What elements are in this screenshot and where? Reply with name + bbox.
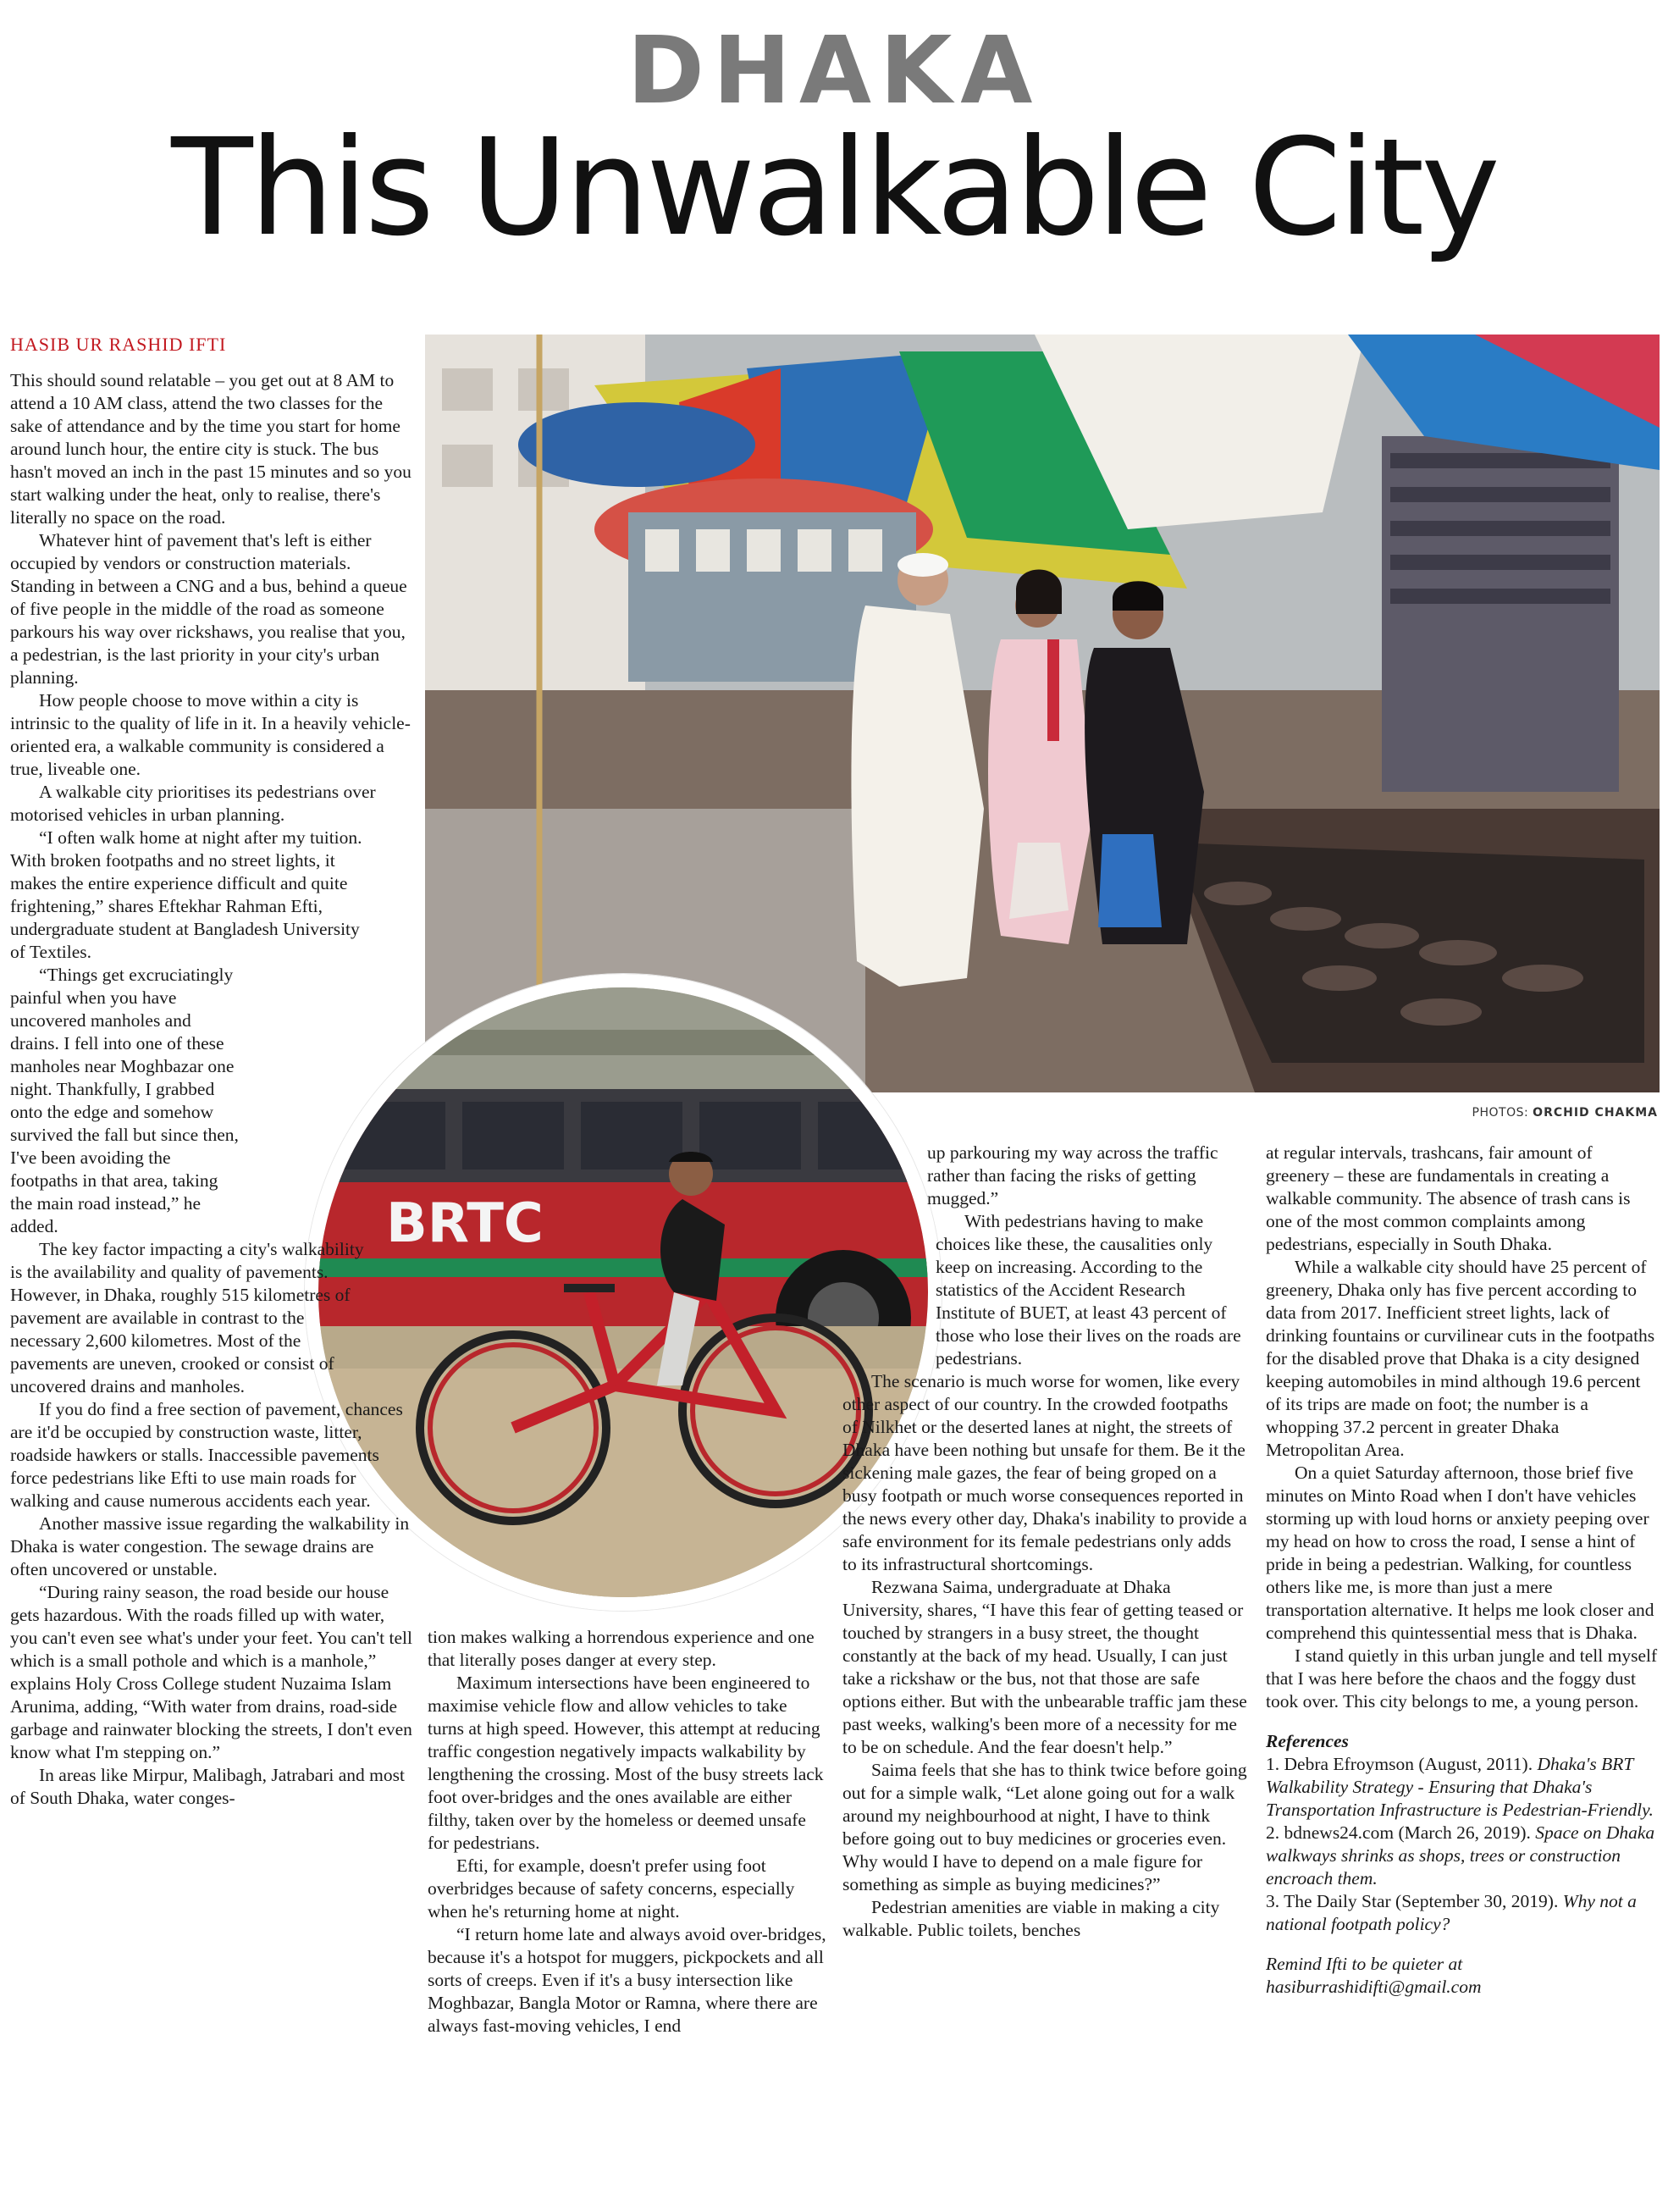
paragraph: up parkouring my way across the traffic rather than facing the risks of getting mugged.” bbox=[927, 1142, 1218, 1208]
paragraph: On a quiet Saturday afternoon, those brief five minutes on Minto Road when I don't have vehicles storming up with loud horns or anxiety peeping over my head on how to cross the road, I sense a hint of pride in being a pedestrian. Walking, for countless others like me, is more than just a mere transportation alternative. It helps me look closer and comprehend this quintessential mess that is Dhaka. bbox=[1266, 1463, 1654, 1643]
paragraph: at regular intervals, trashcans, fair amount of greenery – these are fundamentals in creating a walkable community. The absence of trash cans is one of the most common complaints among pedestrians, especially in South Dhaka. bbox=[1266, 1142, 1631, 1254]
paragraph: Whatever hint of pavement that's left is either occupied by vendors or construction materials. Standing in between a CNG and a bus, behind a queue of five people in the middle of the road as someone parkours his way over rickshaws, you realise that you, a pedestrian, is the last priority in your city's urban planning. bbox=[10, 530, 407, 688]
paragraph: If you do find a free section of pavement, chances are it'd be occupied by construction waste, litter, roadside hawkers or stalls. Inaccessible pavements force pedestrians like Efti to use main roads for walking and cause numerous accidents each year. bbox=[10, 1399, 403, 1511]
paragraph: tion makes walking a horrendous experience and one that literally poses danger at every step. bbox=[428, 1627, 815, 1670]
paragraph: Rezwana Saima, undergraduate at Dhaka University, shares, “I have this fear of getting teased or touched by strangers in a busy street, the thought constantly at the back of my head. Usually, I can just take a rickshaw or the bus, not that those are safe options either. But with the unbearable traffic jam these past weeks, walking's been more of a necessity for me to be on schedule. And the fear doesn't help.” bbox=[842, 1577, 1247, 1757]
bus-text: BRTC bbox=[386, 1192, 544, 1255]
article-column-3 bbox=[842, 1142, 1247, 2210]
photo-credit-label: PHOTOS: bbox=[1472, 1106, 1529, 1120]
paragraph: This should sound relatable – you get out at 8 AM to attend a 10 AM class, attend the two classes for the sake of attendance and by the time you start for home around lunch hour, the entire city is stuck. The bus hasn't moved an inch in the past 15 minutes and so you start walking under the heat, only to realise, there's literally no space on the road. bbox=[10, 370, 411, 528]
byline: HASIB UR RASHID IFTI bbox=[10, 334, 227, 355]
paragraph: The key factor impacting a city's walkability is the availability and quality of pavements. However, in Dhaka, roughly 515 kilometres of pavement are available in contrast to the necessary 2,600 kilometres. Most of the pavements are uneven, crooked or consist of uncovered drains and manholes. bbox=[10, 1239, 364, 1396]
reference-source: 3. The Daily Star (September 30, 2019). bbox=[1266, 1891, 1559, 1911]
paragraph: In areas like Mirpur, Malibagh, Jatrabari and most of South Dhaka, water conges- bbox=[10, 1765, 405, 1808]
section-kicker: DHAKA bbox=[627, 16, 1041, 124]
paragraph: Maximum intersections have been engineered to maximise vehicle flow and allow vehicles to take turns at high speed. However, this attempt at reducing traffic congestion negatively impacts walkability by lengthening the crossing. Most of the busy streets lack foot over-bridges and the ones available are either filthy, taken over by the homeless or deemed unsafe for pedestrians. bbox=[428, 1673, 824, 1853]
paragraph: Another massive issue regarding the walkability in Dhaka is water congestion. The sewage drains are often uncovered or unstable. bbox=[10, 1513, 410, 1579]
reference-item bbox=[1266, 1753, 1658, 1822]
paragraph: Pedestrian amenities are viable in making a city walkable. Public toilets, benches bbox=[842, 1897, 1220, 1940]
paragraph: While a walkable city should have 25 percent of greenery, Dhaka only has five percent according to data from 2017. Inefficient street lights, lack of drinking fountains or curvilinear cuts in the footpaths for the disabled prove that Dhaka is a city designed keeping automobiles in mind although 19.6 percent of its trips are made on foot; the number is a whopping 37.2 percent in greater Dhaka Metropolitan Area. bbox=[1266, 1257, 1655, 1460]
paragraph: “During rainy season, the road beside our house gets hazardous. With the roads filled up with water, you can't even see what's under your feet. You can't tell which is a small pothole and which is a manhole,” explains Holy Cross College student Nuzaima Islam Arunima, adding, “With water from drains, road-side garbage and rainwater blocking the streets, I don't even know what I'm stepping on.” bbox=[10, 1582, 412, 1762]
reference-source: 2. bdnews24.com (March 26, 2019). bbox=[1266, 1822, 1531, 1843]
article-column-1 bbox=[10, 369, 415, 2207]
reference-title: Dhaka's BRT Walkability Strategy - Ensuring that Dhaka's Transportation Infrastructure is Pedestrian-Friendly. bbox=[1266, 1754, 1654, 1820]
reference-item bbox=[1266, 1890, 1658, 1936]
reference-title: Why not a national footpath policy? bbox=[1266, 1891, 1637, 1934]
headline: This Unwalkable City bbox=[171, 110, 1497, 266]
article-column-4 bbox=[1266, 1142, 1658, 2210]
photo-credit-name: ORCHID CHAKMA bbox=[1533, 1106, 1658, 1120]
paragraph: Efti, for example, doesn't prefer using foot overbridges because of safety concerns, especially when he's returning home at night. bbox=[428, 1855, 795, 1922]
photo-credit bbox=[1472, 1106, 1658, 1120]
paragraph: “I often walk home at night after my tuition. With broken footpaths and no street lights, it makes the entire experience difficult and quite frightening,” shares Eftekhar Rahman Efti, undergraduate student at Bangladesh University of Textiles. bbox=[10, 827, 362, 962]
paragraph: Saima feels that she has to think twice before going out for a simple walk, “Let alone going out for a walk around my neighbourhood at night, I have to think before going out to buy medicines or groceries even. Why would I have to depend on a male figure for something as simple as buying medicines?” bbox=[842, 1760, 1247, 1894]
reference-item bbox=[1266, 1822, 1658, 1890]
reference-title: Space on Dhaka walkways shrinks as shops, trees or construction encroach them. bbox=[1266, 1822, 1655, 1888]
paragraph: The scenario is much worse for women, like every other aspect of our country. In the crowded footpaths of Nilkhet or the deserted lanes at night, the streets of Dhaka have been nothing but unsafe for them. Be it the sickening male gazes, the fear of being groped on a busy footpath or much worse consequences reported in the news every other day, Dhaka's inability to provide a safe environment for its female pedestrians only adds to its infrastructural shortcomings. bbox=[842, 1371, 1247, 1574]
paragraph: How people choose to move within a city is intrinsic to the quality of life in it. In a heavily vehicle-oriented era, a walkable community is considered a true, liveable one. bbox=[10, 690, 411, 779]
article-column-2 bbox=[428, 1626, 827, 2210]
references-heading: References bbox=[1266, 1731, 1349, 1751]
paragraph: With pedestrians having to make choices like these, the causalities only keep on increasing. According to the statistics of the Accident Research Institute of BUET, at least 43 percent of those who lose their lives on the roads are pedestrians. bbox=[936, 1211, 1241, 1369]
paragraph: “Things get excruciatingly painful when you have uncovered manholes and drains. I fell into one of these manholes near Moghbazar one night. Thankfully, I grabbed onto the edge and somehow survived the fall but since then, I've been avoiding the footpaths in that area, taking the main road instead,” he added. bbox=[10, 965, 239, 1236]
author-contact: Remind Ifti to be quieter at hasiburrashidifti@gmail.com bbox=[1266, 1954, 1482, 1997]
paragraph: A walkable city prioritises its pedestrians over motorised vehicles in urban planning. bbox=[10, 782, 376, 825]
reference-source: 1. Debra Efroymson (August, 2011). bbox=[1266, 1754, 1533, 1774]
paragraph: “I return home late and always avoid over-bridges, because it's a hotspot for muggers, pickpockets and all sorts of creeps. Even if it's a busy intersection like Moghbazar, Bangla Motor or Ramna, where there are always fast-moving vehicles, I end bbox=[428, 1924, 826, 2036]
paragraph: I stand quietly in this urban jungle and tell myself that I was here before the chaos and the foggy dust took over. This city belongs to me, a young person. bbox=[1266, 1645, 1658, 1712]
